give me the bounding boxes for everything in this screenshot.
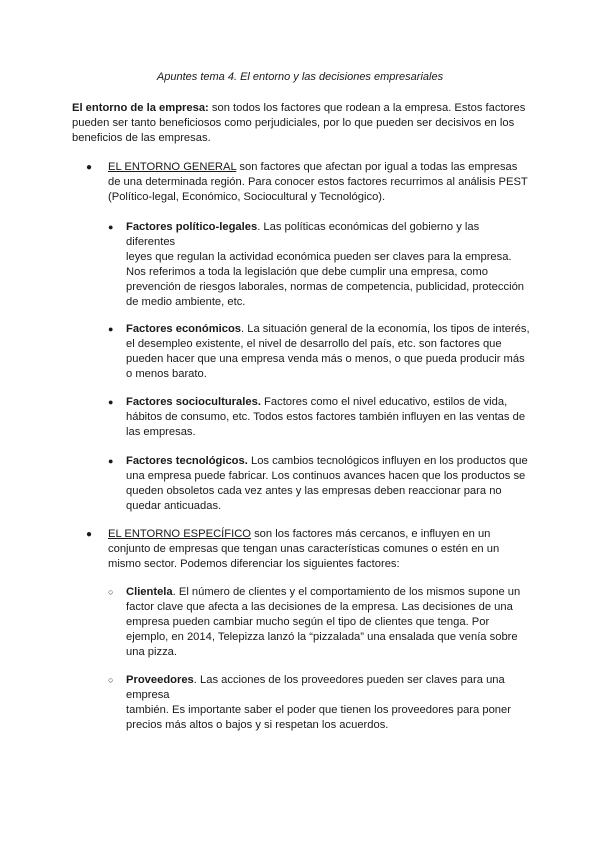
- factor-sociocultural: [108, 395, 531, 440]
- specific-text: son los factores más cercanos, e influyen en un conjunto de empresas que tengan unas características comunes o estén en un mismo sector. Podemos diferenciar los siguientes factores:: [108, 528, 500, 570]
- circle-bullet-icon: ○: [108, 675, 114, 685]
- bullet-icon: ●: [108, 397, 114, 407]
- bullet-icon: ●: [86, 529, 93, 540]
- factor-name: Clientela: [126, 586, 173, 598]
- factor-name: Factores tecnológicos.: [126, 455, 248, 467]
- list-item: [72, 527, 532, 572]
- factor-name: Factores político-legales: [126, 221, 258, 233]
- general-text: son factores que afectan por igual a todas las empresas de una determinada región. Para conocer estos factores recurrimos al análisis PEST (Político-legal, Económico, Sociocultural y Tecnológico).: [108, 161, 528, 203]
- bullet-icon: ●: [86, 162, 93, 173]
- factor-economic: [108, 322, 531, 382]
- factor-text: Factores como el nivel educativo, estilos de vida, hábitos de consumo, etc. Todos estos factores también influyen en las ventas de las empresas.: [126, 396, 526, 438]
- specific-section: [72, 527, 532, 572]
- circle-bullet-icon: ○: [108, 587, 114, 597]
- factor-text: . Las políticas económicas del gobierno y las diferentes: [126, 221, 480, 248]
- general-section: [72, 160, 532, 205]
- specific-heading: EL ENTORNO ESPECÍFICO: [108, 528, 251, 540]
- factor-text: . Las acciones de los proveedores pueden ser claves para una empresa: [126, 674, 505, 701]
- factor-text: leyes que regulan la actividad económica pueden ser claves para la empresa. Nos referimos a toda la legislación que debe cumplir una empresa, como prevención de riesgos laborales, normas de competencia, publicidad, protección de medio ambiente, etc.: [126, 251, 525, 308]
- factor-text: . El número de clientes y el comportamiento de los mismos supone un factor clave que afecta a las decisiones de la empresa. Las decisiones de una empresa pueden cambiar mucho según el tipo de clientes que tenga. Por ejemplo, en 2014, Telepizza lanzó la “pizzalada” una ensalada que venía sobre una pizza.: [126, 586, 521, 658]
- factor-name: Factores socioculturales.: [126, 396, 261, 408]
- factor-text: Los cambios tecnológicos influyen en los productos que una empresa puede fabricar. Los continuos avances hacen que los productos se queden obsoletos cada vez antes y las empresas deben reaccionar para no quedar anticuadas.: [126, 455, 528, 512]
- intro-text: son todos los factores que rodean a la empresa. Estos factores pueden ser tanto beneficiosos como perjudiciales, por lo que pueden ser decisivos en los beneficios de las empresas.: [72, 102, 526, 144]
- bullet-icon: ●: [108, 456, 114, 466]
- factor-political: [108, 220, 531, 310]
- list-item: [72, 160, 532, 205]
- factor-suppliers: [108, 673, 531, 733]
- bullet-icon: ●: [108, 222, 114, 232]
- page-title: Apuntes tema 4. El entorno y las decisiones empresariales: [156, 71, 444, 83]
- factor-technological: [108, 454, 531, 514]
- factor-name: Proveedores: [126, 674, 194, 686]
- general-heading: EL ENTORNO GENERAL: [108, 161, 237, 173]
- factor-name: Factores económicos: [126, 323, 242, 335]
- factor-text: también. Es importante saber el poder que tienen los proveedores para poner precios más altos o bajos y si respetan los acuerdos.: [126, 704, 511, 731]
- factor-clientele: [108, 585, 531, 660]
- bullet-icon: ●: [108, 324, 114, 334]
- factor-text: . La situación general de la economía, los tipos de interés, el desempleo existente, el nivel de desarrollo del país, etc. son factores que pueden hacer que una empresa venda más o menos, o que pueda producir más o menos barato.: [126, 323, 530, 380]
- intro-term: El entorno de la empresa:: [72, 102, 209, 114]
- intro-paragraph: [72, 101, 532, 146]
